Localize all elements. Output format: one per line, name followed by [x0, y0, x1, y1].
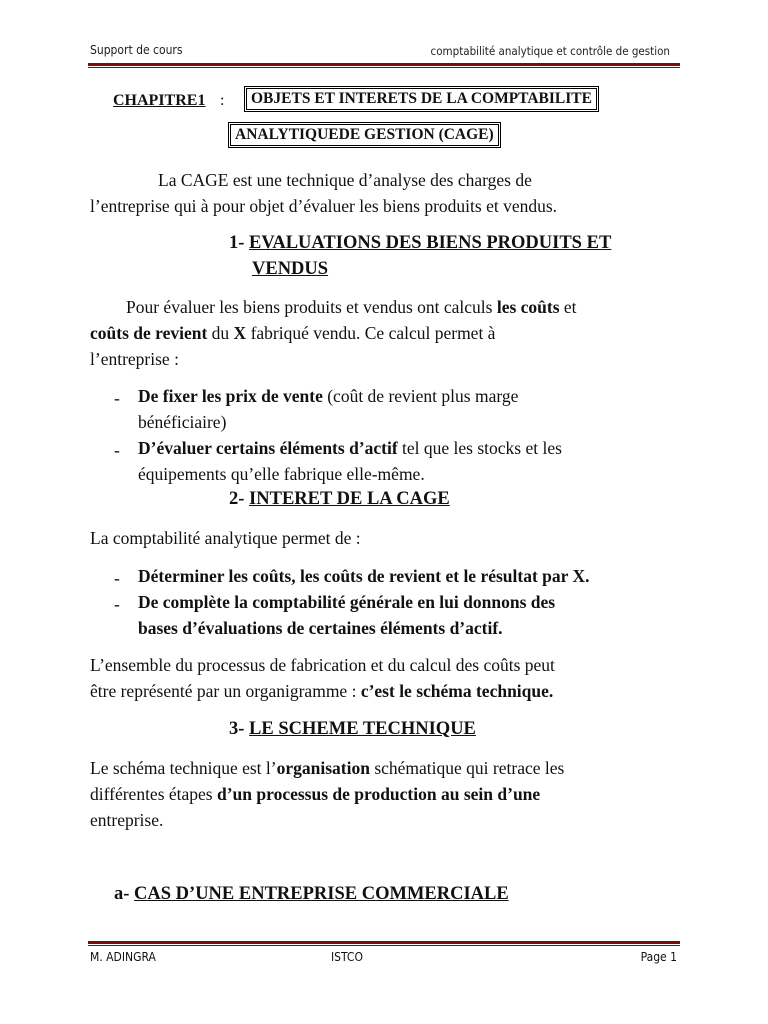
- section1-para-line1: Pour évaluer les biens produits et vendus ont calculs les coûts et: [126, 297, 577, 317]
- header-rule-thin: [88, 67, 680, 68]
- intro-line2: l’entreprise qui à pour objet d’évaluer les biens produits et vendus.: [90, 196, 558, 216]
- footer-author: M. ADINGRA: [90, 950, 156, 964]
- section3-heading: 3- LE SCHEME TECHNIQUE: [229, 719, 476, 739]
- section1-para-line3: l’entreprise :: [90, 349, 179, 369]
- section1-bullet1-line2: bénéficiaire): [138, 412, 227, 432]
- section2-para-line1: L’ensemble du processus de fabrication et du calcul des coûts peut: [90, 655, 555, 675]
- header-left: Support de cours: [90, 43, 183, 57]
- chapter-title-line1: OBJETS ET INTERETS DE LA COMPTABILITE: [244, 86, 599, 112]
- header-right: comptabilité analytique et contrôle de gestion: [430, 44, 670, 58]
- section1-bullet2-line2: équipements qu’elle fabrique elle-même.: [138, 464, 425, 484]
- section1-para-line2: coûts de revient du X fabriqué vendu. Ce calcul permet à: [90, 323, 496, 343]
- intro-line1: La CAGE est une technique d’analyse des charges de: [158, 170, 532, 190]
- section3-line2: différentes étapes d’un processus de production au sein d’une: [90, 784, 541, 804]
- section2-heading: 2- INTERET DE LA CAGE: [229, 489, 450, 509]
- footer-rule: [88, 941, 680, 944]
- section2-bullet1: Déterminer les coûts, les coûts de revient et le résultat par X.: [138, 566, 590, 586]
- section3-line1: Le schéma technique est l’organisation schématique qui retrace les: [90, 758, 565, 778]
- section2-bullet2-line1: De complète la comptabilité générale en lui donnons des: [138, 592, 556, 612]
- section2-lead: La comptabilité analytique permet de :: [90, 528, 361, 548]
- footer-page-number: Page 1: [640, 950, 677, 964]
- section1-heading: 1- EVALUATIONS DES BIENS PRODUITS ET: [229, 233, 612, 253]
- footer-rule-thin: [88, 945, 680, 946]
- bullet-dash: -: [114, 568, 120, 588]
- header-rule: [88, 63, 680, 66]
- section1-heading-line2: VENDUS: [252, 259, 329, 279]
- chapter-colon: :: [220, 92, 225, 109]
- footer-institution: ISTCO: [331, 950, 363, 964]
- bullet-dash: -: [114, 388, 120, 408]
- chapter-label: CHAPITRE1: [113, 92, 206, 109]
- section1-bullet2-line1: D’évaluer certains éléments d’actif tel que les stocks et les: [138, 438, 562, 458]
- section2-para-line2: être représenté par un organigramme : c’est le schéma technique.: [90, 681, 554, 701]
- section3-line3: entreprise.: [90, 810, 164, 830]
- chapter-title-line2: ANALYTIQUEDE GESTION (CAGE): [228, 122, 501, 148]
- section2-bullet2-line2: bases d’évaluations de certaines éléments d’actif.: [138, 618, 503, 638]
- section1-bullet1-line1: De fixer les prix de vente (coût de revient plus marge: [138, 386, 519, 406]
- subsection-heading: a- CAS D’UNE ENTREPRISE COMMERCIALE: [114, 884, 509, 904]
- bullet-dash: -: [114, 440, 120, 460]
- bullet-dash: -: [114, 594, 120, 614]
